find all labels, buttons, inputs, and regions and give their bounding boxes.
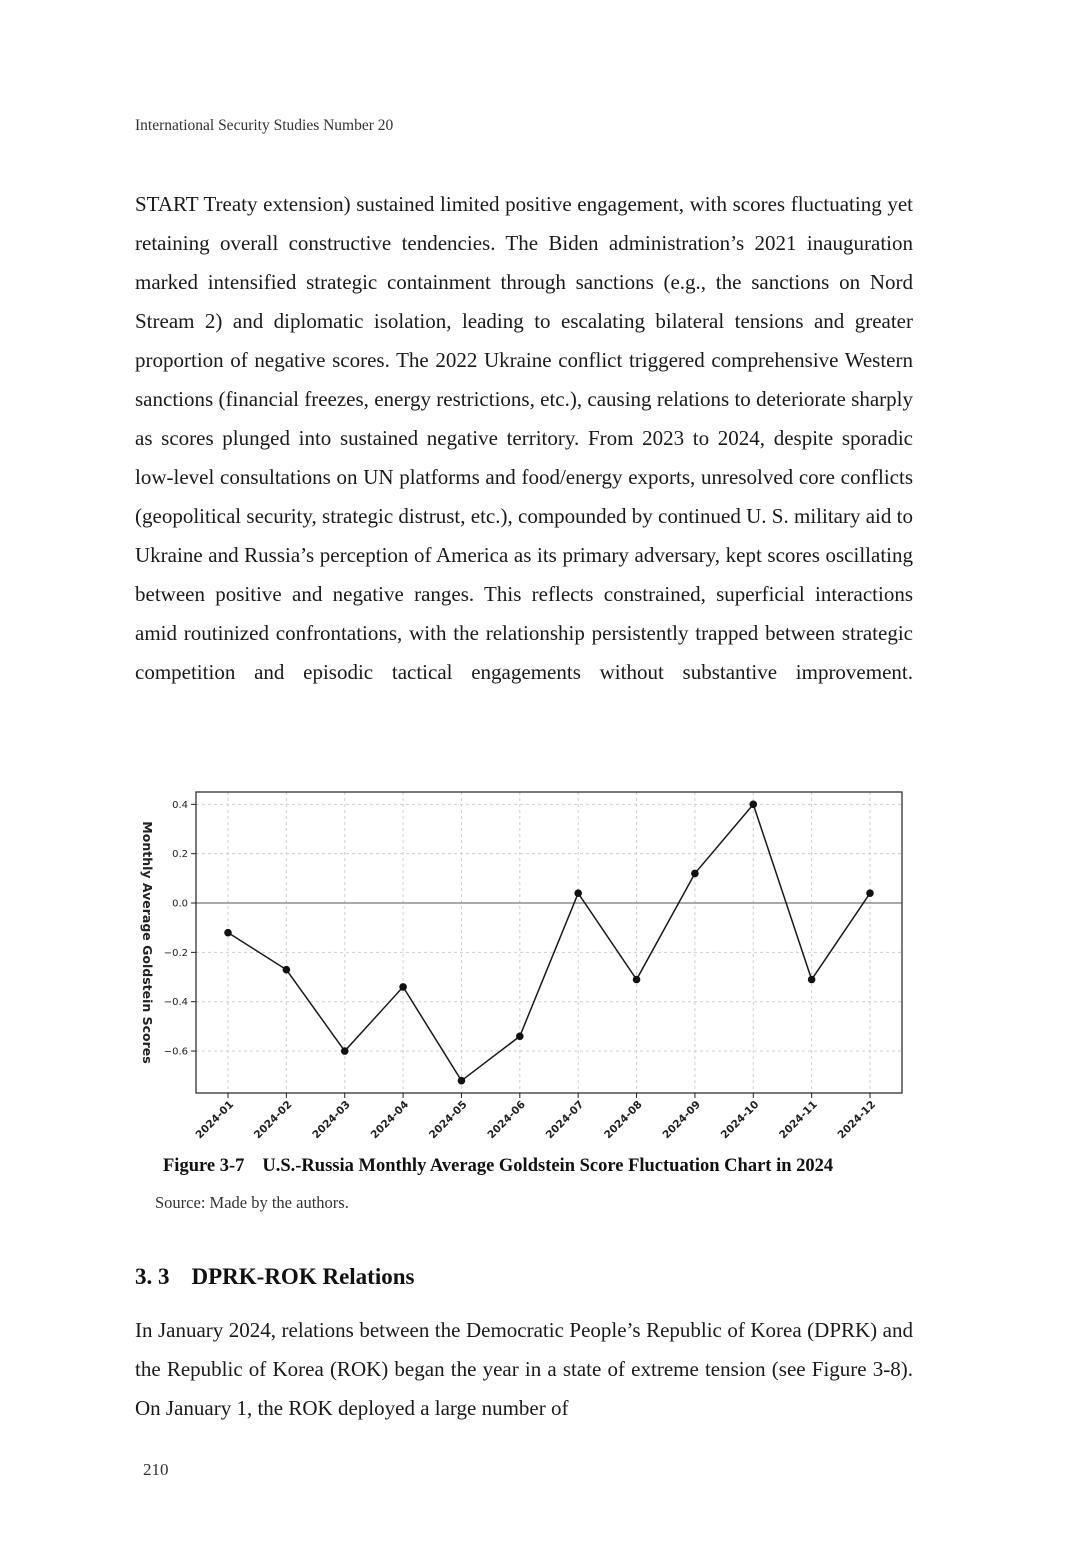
page-number: 210 <box>143 1460 169 1479</box>
x-tick-label: 2024-03 <box>310 1098 353 1142</box>
data-point <box>574 889 582 897</box>
section-number: 3. 3 <box>135 1264 170 1289</box>
data-point <box>283 966 291 974</box>
series-line <box>228 804 870 1080</box>
y-tick-label: −0.4 <box>163 997 188 1009</box>
y-tick-label: −0.2 <box>163 947 188 959</box>
section-title: DPRK-ROK Relations <box>191 1264 415 1289</box>
y-tick-label: 0.4 <box>172 799 188 811</box>
figure-caption <box>163 1156 833 1177</box>
x-tick-label: 2024-05 <box>427 1098 470 1142</box>
line-chart <box>130 782 920 1152</box>
x-tick-label: 2024-04 <box>368 1098 412 1142</box>
figure-title: U.S.-Russia Monthly Average Goldstein Score Fluctuation Chart in 2024 <box>262 1156 834 1176</box>
x-tick-label: 2024-08 <box>602 1098 645 1142</box>
x-tick-label: 2024-07 <box>543 1098 587 1142</box>
chart-svg <box>130 782 920 1152</box>
x-tick-label: 2024-12 <box>835 1098 879 1142</box>
y-axis-label: Monthly Average Goldstein Scores <box>140 821 155 1064</box>
x-tick-label: 2024-02 <box>251 1098 295 1142</box>
data-point <box>691 870 699 878</box>
data-point <box>224 929 232 937</box>
body-paragraph-2: In January 2024, relations between the Democratic People’s Republic of Korea (DPRK) and the Republic of Korea (ROK) began the year in a state of extreme tension (see Figure 3-8). On January 1, the ROK deployed a large number of <box>135 1318 913 1420</box>
x-tick-label: 2024-10 <box>718 1098 762 1142</box>
plot-frame <box>196 792 902 1093</box>
data-point <box>808 976 816 984</box>
data-point <box>749 801 757 809</box>
figure-source: Source: Made by the authors. <box>155 1193 349 1212</box>
data-point <box>866 889 874 897</box>
x-tick-label: 2024-01 <box>193 1098 237 1142</box>
data-point <box>633 976 641 984</box>
y-tick-label: −0.6 <box>163 1046 188 1058</box>
y-tick-label: 0.2 <box>172 849 188 861</box>
data-point <box>516 1032 524 1040</box>
data-point <box>399 983 407 991</box>
x-tick-label: 2024-09 <box>660 1098 704 1142</box>
running-header: International Security Studies Number 20 <box>135 117 394 134</box>
figure-number: Figure 3-7 <box>163 1156 245 1176</box>
data-point <box>341 1047 349 1055</box>
section-heading <box>135 1264 414 1290</box>
y-tick-label: 0.0 <box>172 898 188 910</box>
x-tick-label: 2024-11 <box>777 1098 820 1142</box>
x-tick-label: 2024-06 <box>485 1098 528 1142</box>
data-point <box>458 1077 466 1085</box>
body-paragraph-1: START Treaty extension) sustained limited positive engagement, with scores fluctuating yet retaining overall constructive tendencies. The Biden administration’s 2021 inauguration marked intensified strategic containment through sanctions (e.g., the sanctions on Nord Stream 2) and diplomatic isolation, leading to escalating bilateral tensions and greater proportion of negative scores. The 2022 Ukraine conflict triggered comprehensive Western sanctions (financial freezes, energy restrictions, etc.), causing relations to deteriorate sharply as scores plunged into sustained negative territory. From 2023 to 2024, despite sporadic low-level consultations on UN platforms and food/energy exports, unresolved core conflicts (geopolitical security, strategic distrust, etc.), compounded by continued U. S. military aid to Ukraine and Russia’s perception of America as its primary adversary, kept scores oscillating between positive and negative ranges. This reflects constrained, superficial interactions amid routinized confrontations, with the relationship persistently trapped between strategic competition and episodic tactical engagements without substantive improvement. <box>135 192 913 684</box>
